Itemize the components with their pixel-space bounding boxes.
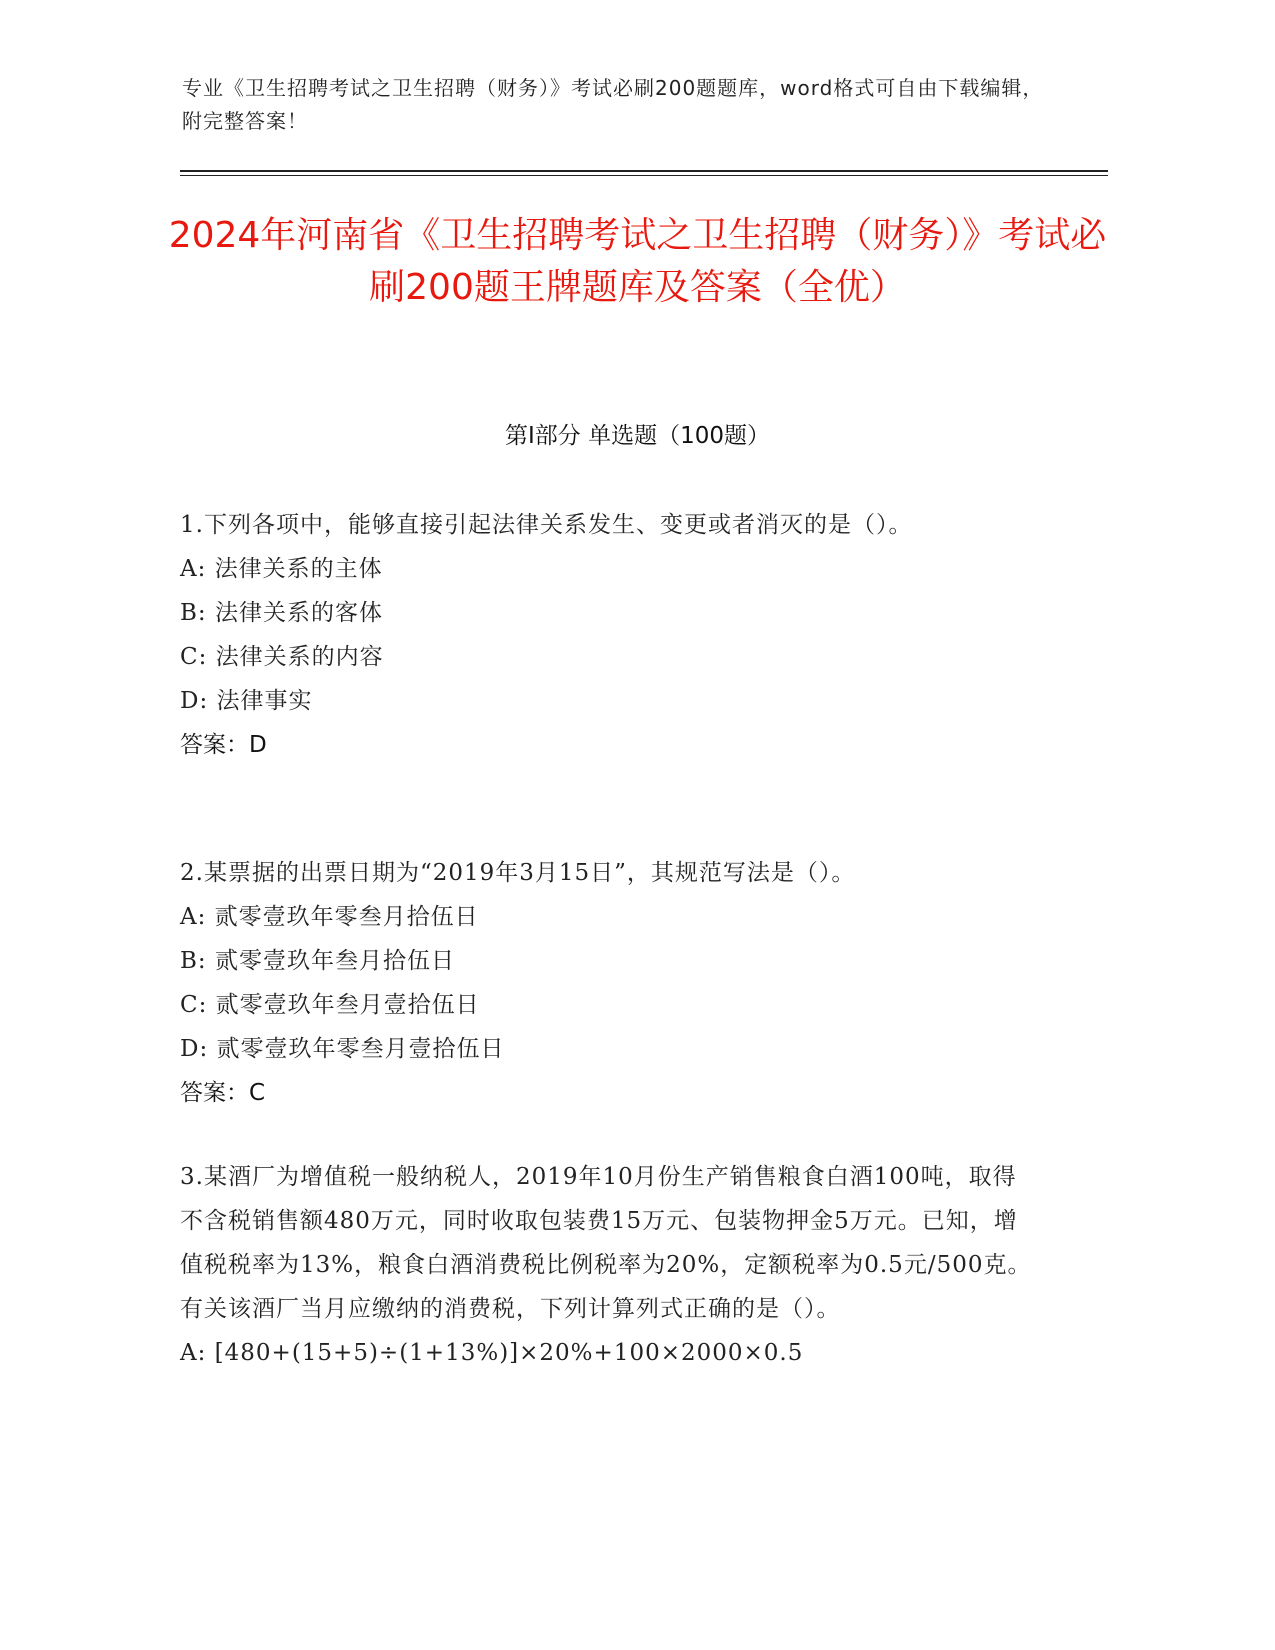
option-c: C: 法律关系的内容 — [180, 644, 384, 670]
option-a: A: 法律关系的主体 — [180, 556, 383, 582]
option-a: A: [480+(15+5)÷(1+13%)]×20%+100×2000×0.5 — [180, 1340, 804, 1366]
answer: 答案：C — [180, 1080, 266, 1106]
question-3 — [180, 1155, 1040, 1375]
section-title: 第Ⅰ部分 单选题（100题） — [505, 423, 770, 449]
answer: 答案：D — [180, 732, 267, 758]
header-divider-thin — [180, 175, 1108, 176]
question-stem: 1.下列各项中，能够直接引起法律关系发生、变更或者消灭的是（）。 — [180, 512, 913, 538]
header-note: 专业《卫生招聘考试之卫生招聘（财务）》考试必刷200题题库，word格式可自由下载编辑，附完整答案！ — [182, 76, 1044, 133]
option-b: B: 法律关系的客体 — [180, 600, 383, 626]
document-title: 2024年河南省《卫生招聘考试之卫生招聘（财务）》考试必刷200题王牌题库及答案（全优） — [168, 215, 1107, 308]
header-divider-thick — [180, 170, 1108, 172]
question-2 — [180, 851, 1040, 1115]
option-d: D: 法律事实 — [180, 688, 313, 714]
option-a: A: 贰零壹玖年零叁月拾伍日 — [180, 904, 479, 930]
question-stem: 3.某酒厂为增值税一般纳税人，2019年10月份生产销售粮食白酒100吨，取得不含税销售额480万元，同时收取包装费15万元、包装物押金5万元。已知，增值税税率为13%，粮食白酒消费税比例税率为20%，定额税率为0.5元/500克。有关该酒厂当月应缴纳的消费税，下列计算列式正确的是（）。 — [180, 1164, 1032, 1322]
option-c: C: 贰零壹玖年叁月壹拾伍日 — [180, 992, 480, 1018]
option-d: D: 贰零壹玖年零叁月壹拾伍日 — [180, 1036, 505, 1062]
question-1 — [180, 503, 1040, 767]
question-stem: 2.某票据的出票日期为“2019年3月15日”，其规范写法是（）。 — [180, 860, 856, 886]
option-b: B: 贰零壹玖年叁月拾伍日 — [180, 948, 455, 974]
